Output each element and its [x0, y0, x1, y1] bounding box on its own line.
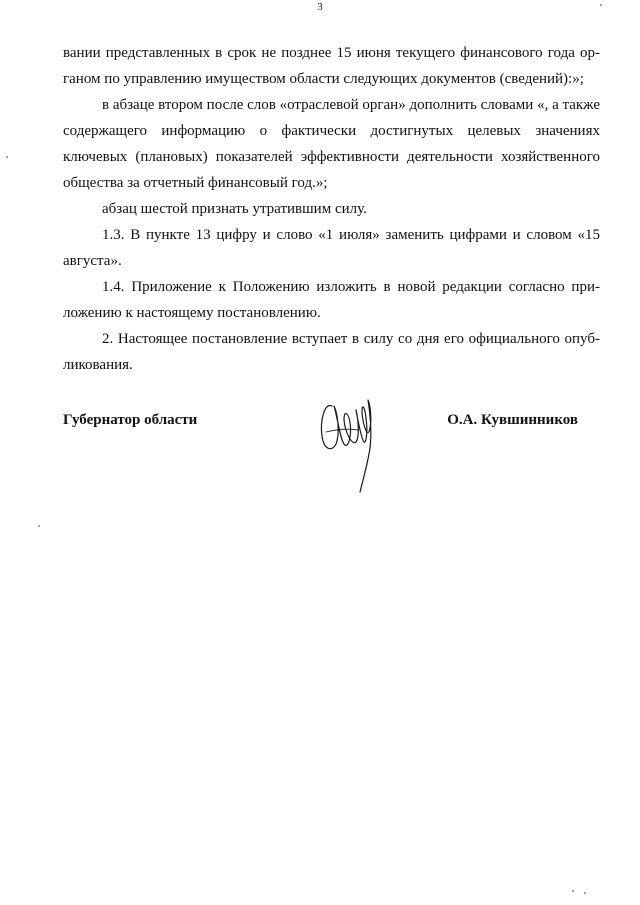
signer-name: О.А. Кувшинников	[447, 412, 578, 428]
paragraph-item-1-3: 1.3. В пункте 13 цифру и слово «1 июля» заменить цифрами и словом «15 августа».	[63, 227, 600, 269]
document-body	[63, 40, 600, 378]
scan-artifact	[38, 525, 40, 527]
scan-artifact	[584, 892, 586, 894]
paragraph-amendment-second-clause: в абзаце втором после слов «отраслевой орган» дополнить словами «, а также содержащего информацию о фактически достигнутых целевых значениях ключевых (плановых) показателей эффективности деятельности хозяйственного общества за отчетный финансовый год.»;	[63, 97, 600, 191]
paragraph-item-2: 2. Настоящее постановление вступает в силу со дня его официального опубликования.	[63, 331, 600, 373]
paragraph-continuation: вании представленных в срок не позднее 15 июня текущего финансового года органом по управлению имуществом области следующих документов (сведений):»;	[63, 45, 600, 87]
signer-title: Губернатор области	[63, 412, 198, 428]
scan-artifact	[600, 4, 602, 6]
paragraph-item-1-4: 1.4. Приложение к Положению изложить в новой редакции согласно приложению к настоящему постановлению.	[63, 279, 600, 321]
page-number: 3	[317, 1, 323, 13]
handwritten-signature	[318, 392, 384, 494]
scan-artifact	[6, 156, 8, 158]
paragraph-sixth-clause-void: абзац шестой признать утратившим силу.	[102, 201, 367, 217]
scan-artifact	[572, 890, 574, 892]
